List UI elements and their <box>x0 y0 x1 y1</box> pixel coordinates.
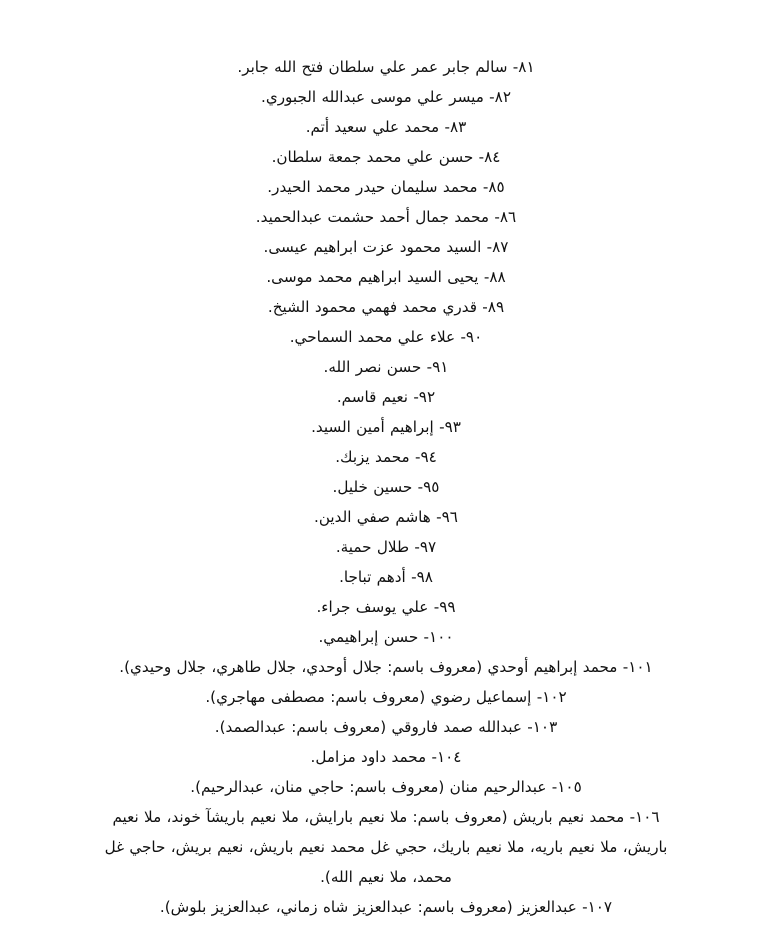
list-item-name: محمد يزبك. <box>335 448 410 466</box>
list-item-name: محمد إبراهيم أوحدي (معروف باسم: جلال أوحدي، جلال طاهري، جلال وحيدي). <box>119 658 618 676</box>
list-item-separator: - <box>417 478 424 496</box>
list-item-separator: - <box>582 898 588 916</box>
list-item-name: يحيى السيد ابراهيم محمد موسى. <box>266 268 479 286</box>
list-item-separator: - <box>439 418 445 436</box>
list-item-name: عبدالعزيز (معروف باسم: عبدالعزيز شاه زماني، عبدالعزيز بلوش). <box>159 898 577 916</box>
list-item-number: ١٠٣ <box>532 718 558 736</box>
list-item-name: حسن نصر الله. <box>323 358 422 376</box>
list-item <box>96 52 676 82</box>
list-item-number: ٩٨ <box>416 568 433 586</box>
list-item-name: محمد علي سعيد أتم. <box>305 118 440 136</box>
list-item-separator: - <box>423 628 430 646</box>
list-item-name: محمد سليمان حيدر محمد الحيدر. <box>267 178 478 196</box>
list-item-name: ميسر علي موسى عبدالله الجبوري. <box>261 88 484 106</box>
list-item-name: هاشم صفي الدين. <box>314 508 431 526</box>
list-item <box>96 232 676 262</box>
list-item-separator: - <box>527 718 533 736</box>
list-item-separator: - <box>411 568 417 586</box>
list-item-name: حسن إبراهيمي. <box>318 628 419 646</box>
list-item-name: حسن علي محمد جمعة سلطان. <box>271 148 474 166</box>
list-item-number: ٨٧ <box>492 238 509 256</box>
list-item-separator: - <box>489 88 495 106</box>
list-item <box>96 772 676 802</box>
list-item <box>96 532 676 562</box>
list-item-number: ٩٦ <box>441 508 458 526</box>
list-item-separator: - <box>433 598 440 616</box>
list-item-number: ٨٥ <box>488 178 505 196</box>
list-item-name: محمد داود مزامل. <box>310 748 427 766</box>
list-item-name: إبراهيم أمين السيد. <box>311 418 434 436</box>
list-item-number: ١٠٥ <box>557 778 582 796</box>
list-item-number: ٨٣ <box>449 118 467 136</box>
list-item-number: ٨١ <box>518 58 535 76</box>
list-item-number: ٨٩ <box>487 298 505 316</box>
list-item-separator: - <box>486 238 493 256</box>
list-item <box>96 352 676 382</box>
list-item <box>96 322 676 352</box>
list-item-name: محمد جمال أحمد حشمت عبدالحميد. <box>255 208 490 226</box>
list-item-name: أدهم تباجا. <box>339 568 406 586</box>
list-item <box>96 502 676 532</box>
list-item <box>96 292 676 322</box>
list-item-separator: - <box>629 808 636 826</box>
list-item-separator: - <box>431 748 437 766</box>
list-item-separator: - <box>460 328 466 346</box>
list-item <box>96 442 676 472</box>
list-item-number: ١٠٧ <box>587 898 613 916</box>
list-item-separator: - <box>414 538 420 556</box>
list-item-number: ٨٦ <box>499 208 517 226</box>
list-item-number: ٩٩ <box>439 598 456 616</box>
list-item <box>96 382 676 412</box>
list-item <box>96 172 676 202</box>
list-item-name: عبدالرحيم منان (معروف باسم: حاجي منان، عبدالرحيم). <box>190 778 547 796</box>
list-item <box>96 82 676 112</box>
list-item-separator: - <box>483 268 490 286</box>
list-item-separator: - <box>494 208 500 226</box>
list-item-name: علاء علي محمد السماحي. <box>289 328 456 346</box>
numbered-name-list <box>96 52 676 922</box>
list-item-name: نعيم قاسم. <box>336 388 408 406</box>
list-item-name: طلال حمية. <box>335 538 410 556</box>
list-item-number: ١٠٤ <box>436 748 462 766</box>
list-item <box>96 592 676 622</box>
list-item-number: ١٠٠ <box>429 628 454 646</box>
list-item-separator: - <box>444 118 450 136</box>
list-item-separator: - <box>426 358 433 376</box>
list-item-number: ٩٥ <box>423 478 440 496</box>
list-item-number: ٨٢ <box>494 88 511 106</box>
list-item-number: ٨٤ <box>484 148 501 166</box>
list-item-separator: - <box>478 148 485 166</box>
list-item-number: ١٠٢ <box>542 688 567 706</box>
list-item-separator: - <box>512 58 519 76</box>
list-item <box>96 412 676 442</box>
list-item-number: ٩٧ <box>419 538 437 556</box>
list-item-number: ٩٢ <box>418 388 436 406</box>
list-item <box>96 562 676 592</box>
list-item-name: قدري محمد فهمي محمود الشيخ. <box>267 298 477 316</box>
list-item-separator: - <box>551 778 558 796</box>
list-item-name: حسين خليل. <box>332 478 413 496</box>
list-item-number: ٩٤ <box>420 448 437 466</box>
list-item-separator: - <box>482 178 489 196</box>
list-item <box>96 142 676 172</box>
list-item <box>96 802 676 892</box>
list-item-name: عبدالله صمد فاروقي (معروف باسم: عبدالصمد). <box>214 718 522 736</box>
list-item-number: ١٠١ <box>628 658 653 676</box>
list-item-separator: - <box>415 448 421 466</box>
list-item <box>96 652 676 682</box>
list-item-number: ٩٠ <box>465 328 483 346</box>
list-item <box>96 742 676 772</box>
list-item <box>96 712 676 742</box>
list-item <box>96 622 676 652</box>
list-item-name: محمد نعيم باريش (معروف باسم: ملا نعيم بارايش، ملا نعيم باريشآ خوند، ملا نعيم باريش، ملا نعيم باريه، ملا نعيم باريك، حجي غل محمد نعيم باريش، نعيم بريش، حاجي غل محمد، ملا نعيم الله). <box>104 808 668 886</box>
list-item <box>96 892 676 922</box>
list-item-separator: - <box>536 688 543 706</box>
list-item-separator: - <box>622 658 629 676</box>
list-item-separator: - <box>413 388 419 406</box>
list-item-name: إسماعيل رضوي (معروف باسم: مصطفى مهاجري). <box>205 688 532 706</box>
list-item-number: ٩٣ <box>444 418 461 436</box>
list-item <box>96 112 676 142</box>
list-item <box>96 472 676 502</box>
list-item-number: ٩١ <box>432 358 449 376</box>
list-item-name: السيد محمود عزت ابراهيم عيسى. <box>263 238 482 256</box>
list-item <box>96 262 676 292</box>
list-item <box>96 202 676 232</box>
list-item-number: ١٠٦ <box>635 808 660 826</box>
list-item-separator: - <box>482 298 488 316</box>
list-item-name: سالم جابر عمر علي سلطان فتح الله جابر. <box>237 58 508 76</box>
list-item-number: ٨٨ <box>489 268 506 286</box>
list-item-name: علي يوسف جراء. <box>316 598 429 616</box>
list-item <box>96 682 676 712</box>
list-item-separator: - <box>436 508 442 526</box>
